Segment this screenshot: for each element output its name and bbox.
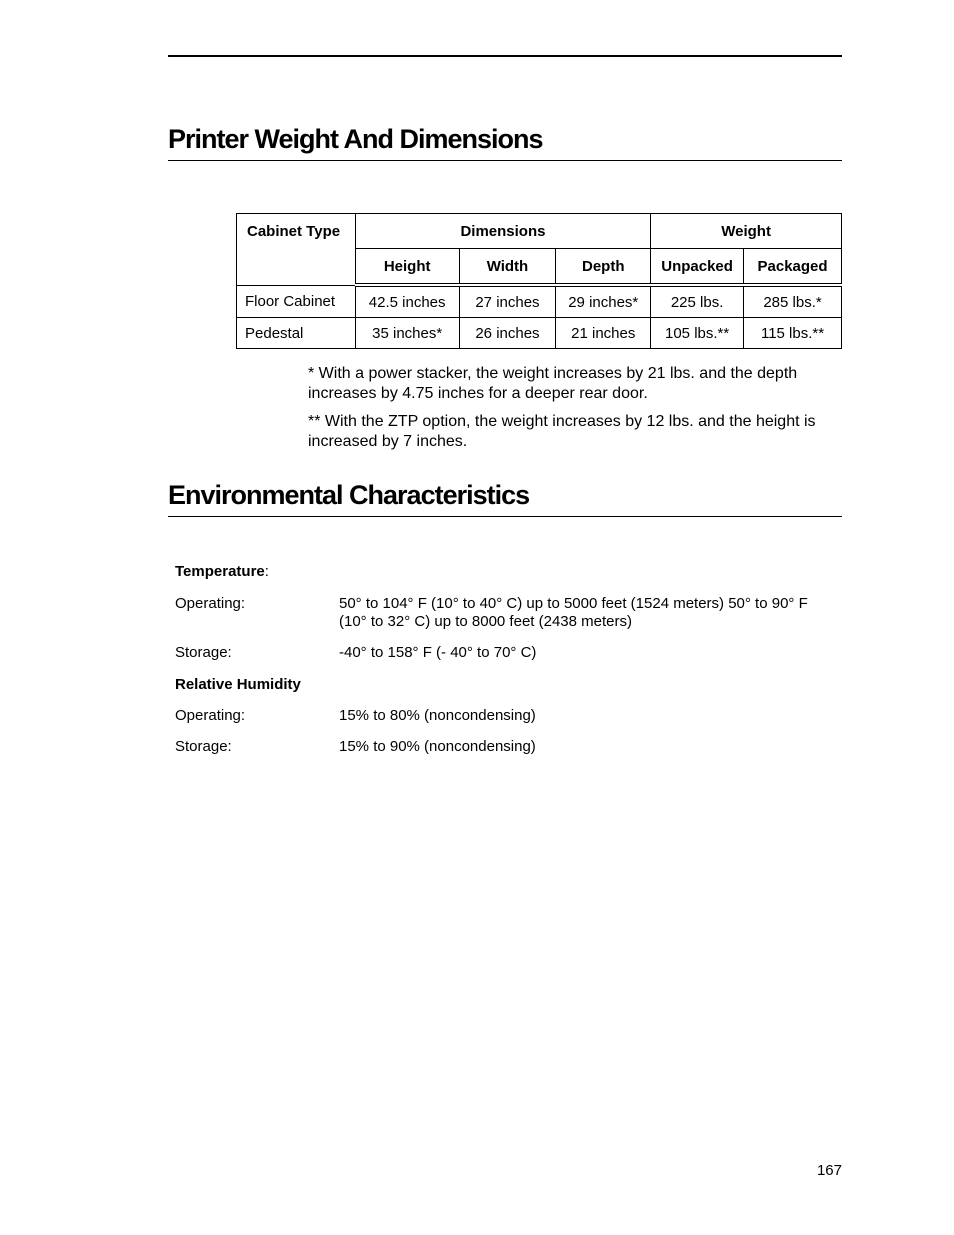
section-title-weight: Printer Weight And Dimensions [168,123,842,161]
temperature-heading [175,563,269,581]
temp-operating-label: Operating: [175,595,246,612]
cell-depth: 29 inches* [556,285,651,318]
hum-storage-label: Storage: [175,738,232,755]
page-number: 167 [816,1162,842,1179]
footnote-power-stacker: * With a power stacker, the weight increases by 21 lbs. and the depth increases by 4.75 inches for a deeper rear door. [308,365,798,402]
temp-storage-label: Storage: [175,644,232,661]
temperature-heading-colon: : [264,563,269,580]
cell-height: 35 inches* [355,318,459,349]
header-packaged: Packaged [744,249,842,286]
hum-operating-label: Operating: [175,707,246,724]
hum-operating-value: 15% to 80% (noncondensing) [339,707,536,724]
cell-depth: 21 inches [556,318,651,349]
hum-storage-value: 15% to 90% (noncondensing) [339,738,536,755]
header-height: Height [355,249,459,286]
cell-packaged: 115 lbs.** [744,318,842,349]
header-cabinet-type: Cabinet Type [237,214,356,286]
temp-operating-value: 50° to 104° F (10° to 40° C) up to 5000 feet (1524 meters) 50° to 90° F (10° to 32° C) up to 8000 feet (2438 meters) [339,595,808,630]
temp-storage-value: -40° to 158° F (- 40° to 70° C) [339,644,537,661]
header-depth: Depth [556,249,651,286]
header-weight: Weight [651,214,842,249]
cell-unpacked: 105 lbs.** [651,318,744,349]
footnote-ztp-option: ** With the ZTP option, the weight increases by 12 lbs. and the height is increased by 7 inches. [308,413,816,450]
table-row [237,318,842,349]
cell-unpacked: 225 lbs. [651,285,744,318]
cell-type: Pedestal [237,318,356,349]
table-row [237,285,842,318]
table-header-row [237,214,842,249]
header-width: Width [459,249,556,286]
cell-width: 27 inches [459,285,556,318]
temperature-heading-text: Temperature [175,563,265,580]
dimensions-table [236,213,842,349]
header-dimensions: Dimensions [355,214,650,249]
cell-packaged: 285 lbs.* [744,285,842,318]
section-title-environment: Environmental Characteristics [168,479,842,517]
cell-type: Floor Cabinet [237,285,356,318]
top-rule [168,55,842,57]
cell-height: 42.5 inches [355,285,459,318]
cell-width: 26 inches [459,318,556,349]
header-unpacked: Unpacked [651,249,744,286]
humidity-heading: Relative Humidity [175,676,301,693]
